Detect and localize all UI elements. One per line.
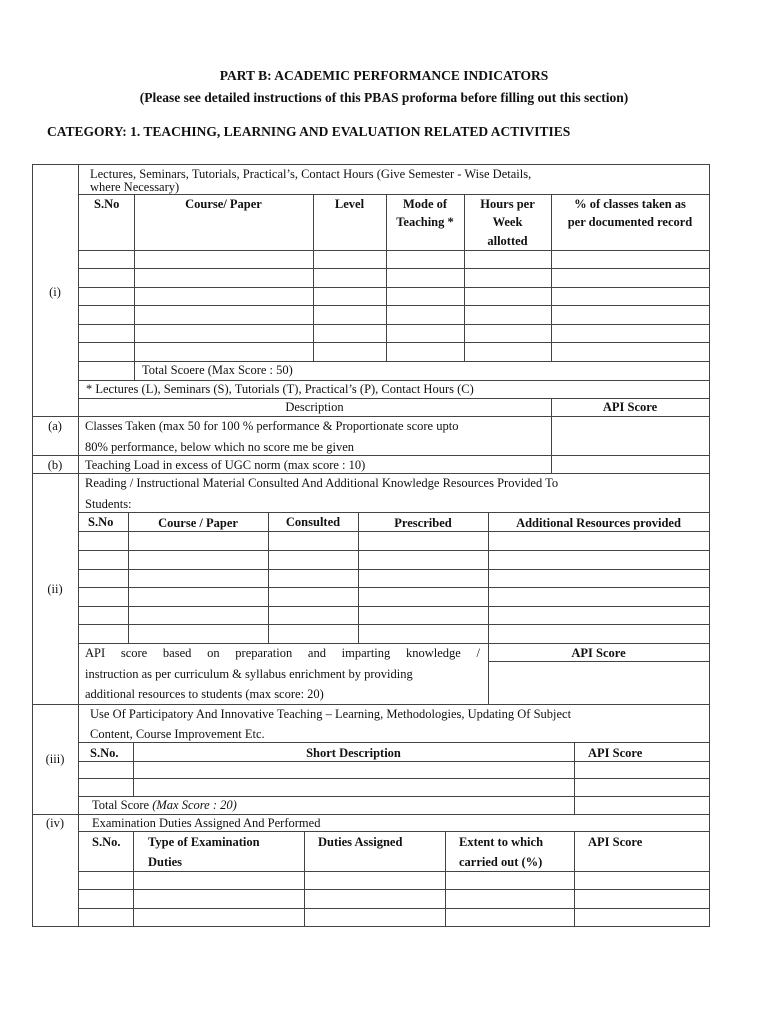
section-ii-api-text-3: additional resources to students (max score: 20) bbox=[85, 687, 324, 701]
instruction-line: (Please see detailed instructions of this PBAS proforma before filling out this section) bbox=[139, 90, 629, 105]
section-iii-total-label: Total Score bbox=[92, 798, 153, 812]
col-percent: % of classes taken as bbox=[574, 197, 686, 211]
col-ii-course: Course / Paper bbox=[158, 516, 238, 530]
section-ii-heading: Reading / Instructional Material Consulted And Additional Knowledge Resources Provided To bbox=[85, 476, 559, 490]
col-percent-2: per documented record bbox=[567, 215, 693, 229]
col-iv-duties: Duties Assigned bbox=[318, 835, 403, 849]
section-iv-heading: Examination Duties Assigned And Performed bbox=[92, 816, 321, 830]
col-iv-extent: Extent to which bbox=[459, 835, 544, 849]
col-course-paper: Course/ Paper bbox=[185, 197, 262, 211]
col-hours-2: Week bbox=[492, 215, 523, 229]
section-i-total: Total Scoere (Max Score : 50) bbox=[142, 363, 293, 377]
col-iv-sno: S.No. bbox=[92, 835, 121, 849]
section-ii-label: (ii) bbox=[47, 582, 63, 596]
col-hours: Hours per bbox=[480, 197, 535, 211]
col-mode-2: Teaching * bbox=[396, 215, 454, 229]
col-iv-api-score: API Score bbox=[588, 835, 643, 849]
row-a-text-2: 80% performance, below which no score me be given bbox=[85, 440, 355, 454]
section-i-footnote: * Lectures (L), Seminars (S), Tutorials (T), Practical’s (P), Contact Hours (C) bbox=[86, 382, 474, 396]
col-hours-3: allotted bbox=[487, 234, 528, 248]
section-iii-total bbox=[92, 798, 237, 812]
col-iii-api-score: API Score bbox=[588, 746, 643, 760]
section-i-heading-cont: where Necessary) bbox=[90, 180, 180, 194]
col-iv-type-2: Duties bbox=[148, 855, 183, 869]
section-iii-label: (iii) bbox=[45, 752, 65, 766]
api-score-header: API Score bbox=[602, 400, 658, 414]
col-ii-sno: S.No bbox=[88, 515, 114, 529]
description-header: Description bbox=[285, 400, 344, 414]
row-a-text: Classes Taken (max 50 for 100 % performance & Proportionate score upto bbox=[85, 419, 459, 433]
part-title: PART B: ACADEMIC PERFORMANCE INDICATORS bbox=[219, 68, 549, 83]
col-iii-sno: S.No. bbox=[90, 746, 119, 760]
col-sno: S.No bbox=[94, 197, 120, 211]
col-ii-prescribed: Prescribed bbox=[394, 516, 452, 530]
col-iv-type: Type of Examination bbox=[148, 835, 260, 849]
section-iv-label: (iv) bbox=[45, 816, 65, 830]
col-level: Level bbox=[334, 197, 365, 211]
col-iv-extent-2: carried out (%) bbox=[459, 855, 543, 869]
col-ii-additional: Additional Resources provided bbox=[516, 516, 681, 530]
section-iii-heading: Use Of Participatory And Innovative Teaching – Learning, Methodologies, Updating Of Subject bbox=[90, 707, 572, 721]
section-iii-total-max: (Max Score : 20) bbox=[152, 798, 237, 812]
row-a-label: (a) bbox=[48, 419, 62, 433]
section-i-label: (i) bbox=[49, 285, 61, 299]
col-ii-consulted: Consulted bbox=[285, 515, 341, 529]
col-iii-description: Short Description bbox=[306, 746, 401, 760]
section-i-heading: Lectures, Seminars, Tutorials, Practical’s, Contact Hours (Give Semester - Wise Details, bbox=[90, 167, 532, 181]
row-b-text: Teaching Load in excess of UGC norm (max score : 10) bbox=[85, 458, 366, 472]
row-b-label: (b) bbox=[47, 458, 63, 472]
col-mode: Mode of bbox=[402, 197, 448, 211]
section-ii-heading-cont: Students: bbox=[85, 497, 132, 511]
section-iii-heading-cont: Content, Course Improvement Etc. bbox=[90, 727, 265, 741]
section-ii-api-score: API Score bbox=[571, 646, 626, 660]
category-heading: CATEGORY: 1. TEACHING, LEARNING AND EVALUATION RELATED ACTIVITIES bbox=[47, 124, 571, 139]
section-ii-api-text: API score based on preparation and imparting knowledge / bbox=[85, 646, 480, 660]
section-ii-api-text-2: instruction as per curriculum & syllabus enrichment by providing bbox=[85, 667, 413, 681]
